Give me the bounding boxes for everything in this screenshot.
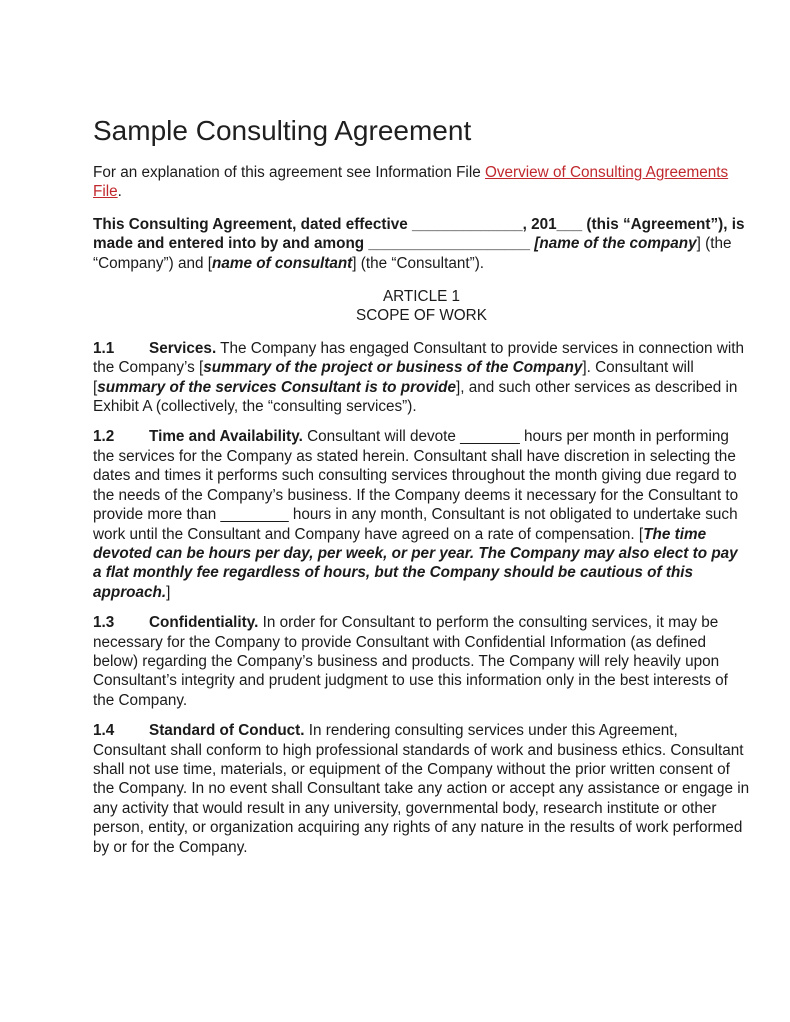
intro-paragraph — [93, 163, 750, 202]
section-text: The Company has engaged Consultant to provide services in connection with the Company’s [ — [93, 339, 744, 377]
section-1-1 — [93, 339, 750, 417]
time-note-placeholder: The time devoted can be hours per day, per week, or per year. The Company may also elect to pay a flat monthly fee regardless of hours, but the Company should be cautious of this approach. — [93, 525, 738, 601]
section-1-3 — [93, 613, 750, 710]
section-number: 1.3 — [93, 614, 115, 632]
section-number: 1.4 — [93, 722, 115, 740]
section-text: ] — [166, 583, 171, 601]
section-text: In order for Consultant to perform the consulting services, it may be necessary for the Company to provide Consultant with Confidential Information (as defined below) regarding the Company’s business and products. The Company will rely heavily upon Consultant’s integrity and prudent judgment to use this information only in the best interests of the Company. — [93, 614, 728, 709]
section-number: 1.2 — [93, 428, 115, 446]
section-title: Confidentiality. — [149, 614, 259, 632]
section-1-4 — [93, 721, 750, 857]
intro-tail: . — [117, 183, 122, 201]
document-title: Sample Consulting Agreement — [93, 115, 472, 146]
article-heading — [93, 287, 750, 326]
section-title: Standard of Conduct. — [149, 722, 305, 740]
parties-text-2: ] (the “Company”) and [ — [93, 235, 732, 272]
parties-text-3: ] (the “Consultant”). — [352, 254, 485, 272]
section-title: Time and Availability. — [149, 428, 303, 446]
intro-text: For an explanation of this agreement see Information File — [93, 164, 485, 181]
section-title: Services. — [149, 339, 217, 357]
section-number: 1.1 — [93, 339, 115, 357]
parties-text: This Consulting Agreement, dated effective _____________, 201___ (this “Agreement”), is made and entered into by and among ___________________ — [93, 215, 745, 253]
section-text: In rendering consulting services under this Agreement, Consultant shall conform to high professional standards of work and business ethics. Consultant shall not use time, materials, or equipment of the Company without the prior written consent of the Company. In no event shall Consultant take any action or accept any assistance or engage in any activity that would result in any university, governmental body, research institute or other person, entity, or organization acquiring any rights of any nature in the results of work performed by or for the Company. — [93, 722, 750, 856]
section-text: ], and such other services as described in Exhibit A (collectively, the “consulting services”). — [93, 378, 738, 416]
article-title: SCOPE OF WORK — [356, 307, 487, 325]
company-name-placeholder: [name of the company — [534, 235, 697, 253]
services-summary-placeholder: summary of the services Consultant is to provide — [97, 378, 456, 396]
section-text: ]. Consultant will [ — [93, 359, 694, 396]
article-number: ARTICLE 1 — [382, 288, 461, 306]
section-1-2 — [93, 427, 750, 602]
project-summary-placeholder: summary of the project or business of the Company — [203, 359, 583, 377]
parties-paragraph — [93, 215, 750, 273]
overview-link[interactable]: Overview of Consulting Agreements File — [93, 164, 729, 201]
consultant-name-placeholder: name of consultant — [212, 254, 353, 272]
section-text: Consultant will devote _______ hours per month in performing the services for the Company as stated herein. Consultant shall have discretion in selecting the dates and times it performs such consulting services throughout the month giving due regard to the needs of the Company’s business. If the Company deems it necessary for the Consultant to provide more than ________ hours in any month, Consultant is not obligated to undertake such work until the Consultant and Company have agreed on a rate of compensation. [ — [93, 428, 739, 543]
